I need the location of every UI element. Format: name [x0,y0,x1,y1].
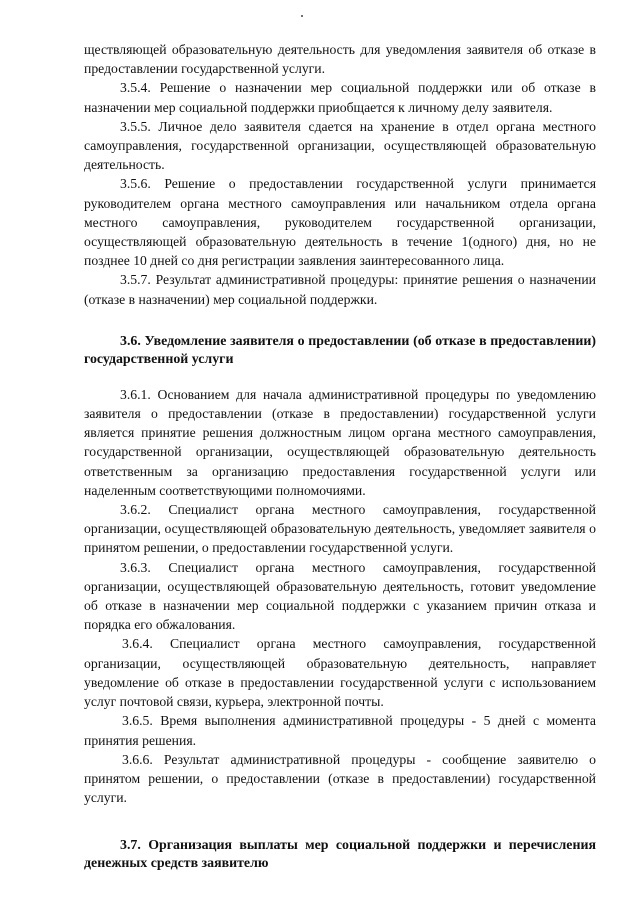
section-heading-3-7: 3.7. Организация выплаты мер социальной поддержки и перечисления денежных средств заявителю [84,838,596,872]
paragraph-3-6-4: 3.6.4. Специалист органа местного самоуправления, государственной организации, осуществляющей образовательную деятельность, направляет уведомление об отказе в предоставлении государственной услуги с использованием услуг почтовой связи, курьера, электронной почты. [84,636,596,710]
paragraph-3-5-7: 3.5.7. Результат административной процедуры: принятие решения о назначении (отказе в назначении) мер социальной поддержки. [84,272,596,307]
continued-paragraph: ществляющей образовательную деятельность для уведомления заявителя об отказе в предоставлении государственной услуги. [84,42,596,77]
section-heading-3-6: 3.6. Уведомление заявителя о предоставлении (об отказе в предоставлении) государственной услуги [84,333,596,367]
paragraph-3-6-5: 3.6.5. Время выполнения административной процедуры - 5 дней с момента принятия решения. [84,713,596,748]
scan-speck [301,15,303,17]
paragraph-3-6-3: 3.6.3. Специалист органа местного самоуправления, государственной организации, осуществляющей образовательную деятельность, готовит уведомление об отказе в назначении мер социальной поддержки с указанием причин отказа и порядка его обжалования. [84,559,596,633]
paragraph-3-5-4: 3.5.4. Решение о назначении мер социальной поддержки или об отказе в назначении мер социальной поддержки приобщается к личному делу заявителя. [84,80,596,115]
paragraph-3-5-6: 3.5.6. Решение о предоставлении государственной услуги принимается руководителем органа местного самоуправления или начальником отдела органа местного самоуправления, руководителем государственной организации, осуществляющей образовательную деятельность в течение 1(одного) дня, но не позднее 10 дней со дня регистрации заявления заинтересованного лица. [84,176,596,269]
paragraph-3-5-5: 3.5.5. Личное дело заявителя сдается на хранение в отдел органа местного самоуправления, государственной организации, осуществляющей образовательную деятельность. [84,118,596,173]
paragraph-3-6-6: 3.6.6. Результат административной процедуры - сообщение заявителю о принятом решении, о предоставлении (отказе в предоставлении) государственной услуги. [84,751,596,806]
paragraph-3-6-2: 3.6.2. Специалист органа местного самоуправления, государственной организации, осуществляющей образовательную деятельность, уведомляет заявителя о принятом решении, о предоставлении государственной услуги. [84,502,596,556]
paragraph-3-6-1: 3.6.1. Основанием для начала административной процедуры по уведомлению заявителя о предоставлении (отказе в предоставлении) государственной услуги является принятие решения должностным лицом органа местного самоуправления, государственной организации, осуществляющей образовательную деятельность ответственным за организацию предоставления государственной услуги или наделенным соответствующими полномочиями. [84,386,596,498]
